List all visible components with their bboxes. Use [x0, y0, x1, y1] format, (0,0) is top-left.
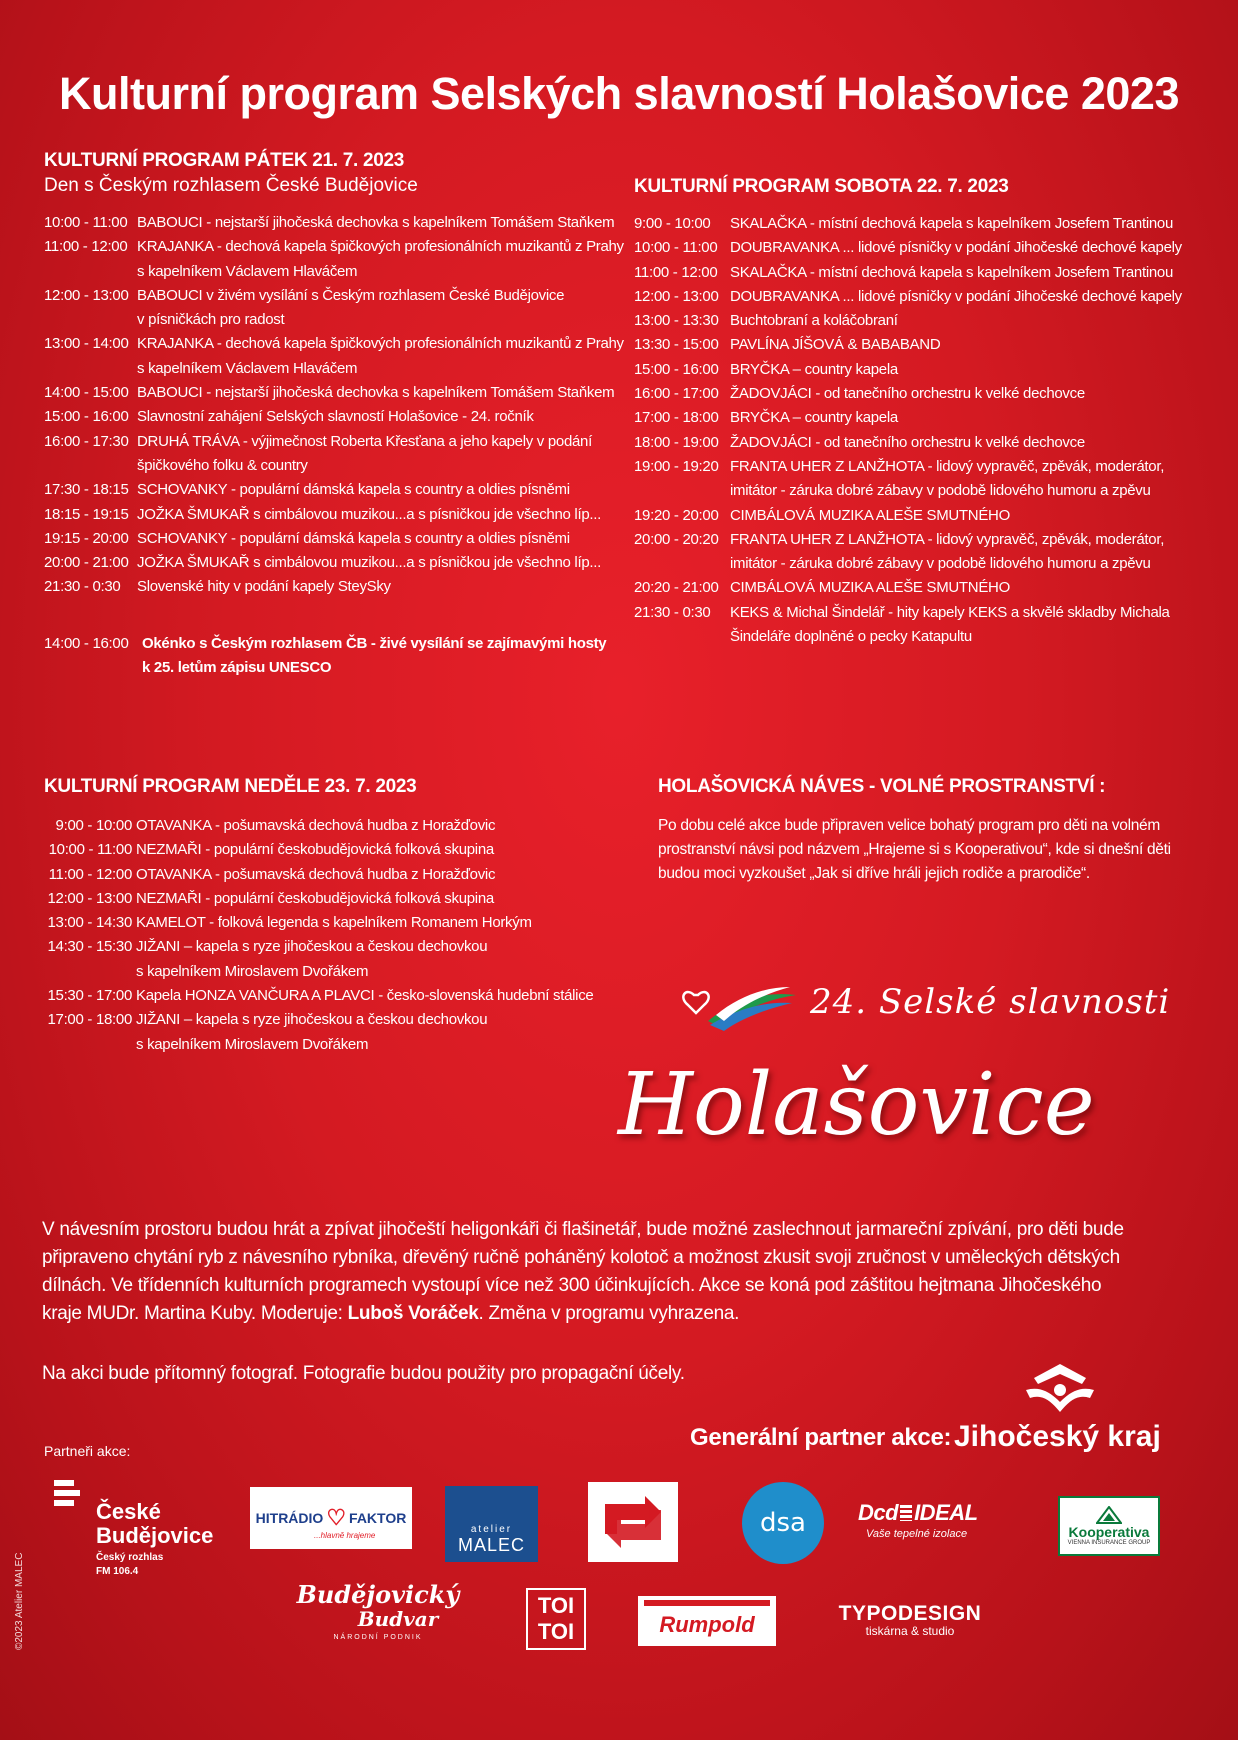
saturday-time: 10:00 - 11:00 [634, 239, 718, 257]
saturday-desc-line: KEKS & Michal Šindelář - hity kapely KEKS a skvělé skladby Michala [730, 603, 1170, 621]
bottom-line-text: kraje MUDr. Martina Kuby. Moderuje: [42, 1303, 348, 1324]
saturday-desc [730, 212, 1214, 236]
sunday-desc-line: NEZMAŘI - populární českobudějovická folková skupina [136, 841, 494, 859]
saturday-desc-line: DOUBRAVANKA ... lidové písničky v podání Jihočeské dechové kapely [730, 287, 1182, 305]
dcd-tagline: Vaše tepelné izolace [866, 1528, 968, 1540]
sunday-time: 11:00 - 12:00 [48, 865, 132, 883]
friday-desc-line: JOŽKA ŠMUKAŘ s cimbálovou muzikou...a s písničkou jde všechno líp... [137, 554, 601, 572]
dcd-text: Dcd [858, 1500, 899, 1525]
sunday-row [44, 863, 624, 887]
saturday-time: 20:20 - 21:00 [634, 579, 719, 597]
friday-special-row [44, 632, 624, 681]
friday-time: 10:00 - 11:00 [44, 214, 128, 231]
general-partner-name: Jihočeský kraj [954, 1420, 1161, 1453]
saturday-desc [730, 236, 1214, 260]
sunday-row [44, 814, 624, 838]
saturday-row [634, 455, 1214, 504]
friday-special-desc [142, 632, 624, 681]
saturday-desc-line: imitátor - záruka dobré zábavy v podobě lidového humoru a zpěvu [730, 555, 1151, 573]
saturday-time: 13:00 - 13:30 [634, 312, 719, 330]
emblem-line1: 24. Selské slavnosti [810, 982, 1171, 1022]
sunday-row [44, 887, 624, 911]
kooperativa-tagline: VIENNA INSURANCE GROUP [1067, 1540, 1151, 1546]
friday-desc [137, 235, 624, 284]
saturday-schedule [634, 212, 1214, 649]
sunday-desc-line: s kapelníkem Miroslavem Dvořákem [136, 1035, 369, 1053]
saturday-desc-line: PAVLÍNA JÍŠOVÁ & BABABAND [730, 336, 941, 354]
saturday-time: 20:00 - 20:20 [634, 530, 719, 548]
toitoi-line1: TOI [537, 1593, 575, 1618]
saturday-desc-line: Buchtobraní a koláčobraní [730, 312, 898, 330]
friday-desc-line: KRAJANKA - dechová kapela špičkových profesionálních muzikantů z Prahy [137, 335, 624, 353]
general-partner-label: Generální partner akce: [690, 1424, 952, 1451]
saturday-row [634, 504, 1214, 528]
saturday-time: 13:30 - 15:00 [634, 336, 719, 354]
sunday-desc [136, 887, 624, 911]
friday-row [44, 527, 624, 551]
saturday-time: 11:00 - 12:00 [634, 263, 718, 281]
cb-line1: České [96, 1499, 161, 1524]
saturday-time: 17:00 - 18:00 [634, 409, 719, 427]
friday-desc-line: SCHOVANKY - populární dámská kapela s country a oldies písněmi [137, 529, 570, 547]
typodesign-logo [820, 1602, 1000, 1638]
saturday-row [634, 333, 1214, 357]
toitoi-logo [526, 1588, 586, 1650]
sunday-time: 13:00 - 14:30 [47, 914, 132, 932]
budvar-line1: Budějovický [296, 1580, 460, 1609]
sunday-desc-line: NEZMAŘI - populární českobudějovická folková skupina [136, 889, 494, 907]
saturday-desc-line: BRYČKA – country kapela [730, 360, 898, 378]
friday-desc-line: JOŽKA ŠMUKAŘ s cimbálovou muzikou...a s písničkou jde všechno líp... [137, 505, 601, 523]
sunday-desc-line: s kapelníkem Miroslavem Dvořákem [136, 962, 369, 980]
friday-section [44, 150, 624, 680]
dcd-ideal-logo [858, 1500, 998, 1560]
friday-time: 18:15 - 19:15 [44, 505, 129, 523]
arrows-company-logo [588, 1482, 678, 1562]
saturday-desc-line: FRANTA UHER Z LANŽHOTA - lidový vypravěč, zpěvák, moderátor, [730, 530, 1165, 548]
sunday-desc-line: KAMELOT - folková legenda s kapelníkem Romanem Horkým [136, 914, 532, 932]
friday-desc [137, 211, 624, 235]
saturday-row [634, 406, 1214, 430]
sunday-time: 12:00 - 13:00 [47, 889, 132, 907]
heart-icon: ♡ [326, 1505, 347, 1530]
jihocesky-kraj-emblem [1020, 1358, 1100, 1424]
friday-desc-line: DRUHÁ TRÁVA - výjimečnost Roberta Křesťana a jeho kapely v podání [137, 432, 592, 450]
rozhlas-icon [52, 1478, 84, 1512]
friday-row [44, 381, 624, 405]
friday-row [44, 551, 624, 575]
sunday-desc [136, 863, 624, 887]
saturday-desc-line: imitátor - záruka dobré zábavy v podobě lidového humoru a zpěvu [730, 482, 1151, 500]
saturday-row [634, 212, 1214, 236]
friday-row [44, 430, 624, 479]
saturday-row [634, 285, 1214, 309]
friday-row [44, 211, 624, 235]
saturday-heading: KULTURNÍ PROGRAM SOBOTA 22. 7. 2023 [634, 176, 1009, 197]
friday-subheading: Den s Českým rozhlasem České Budějovice [44, 175, 418, 196]
friday-desc [137, 430, 624, 479]
saturday-time: 15:00 - 16:00 [634, 360, 719, 378]
friday-row [44, 503, 624, 527]
faktor-text: FAKTOR [349, 1510, 407, 1526]
hitradio-faktor-logo [250, 1487, 412, 1549]
friday-time: 19:15 - 20:00 [44, 529, 129, 547]
heart-swoosh-logo [680, 975, 770, 1035]
saturday-desc-line: BRYČKA – country kapela [730, 409, 898, 427]
friday-time: 16:00 - 17:30 [44, 432, 129, 450]
sunday-desc [136, 935, 624, 984]
saturday-desc [730, 431, 1214, 455]
saturday-row [634, 382, 1214, 406]
sunday-desc [136, 838, 624, 862]
saturday-desc [730, 333, 1214, 357]
copyright-text: ©2023 Atelier MALEC [14, 1552, 25, 1650]
friday-time: 15:00 - 16:00 [44, 408, 129, 426]
saturday-row [634, 261, 1214, 285]
friday-time: 13:00 - 14:00 [44, 335, 129, 353]
sunday-row [44, 838, 624, 862]
sunday-section [44, 776, 624, 1057]
kooperativa-text: Kooperativa [1068, 1524, 1150, 1540]
saturday-desc [730, 528, 1214, 577]
saturday-row [634, 528, 1214, 577]
naves-line: prostranství návsi pod názvem „Hrajeme si s Kooperativou“, kde si dnešní děti [658, 841, 1171, 858]
sunday-desc [136, 911, 624, 935]
friday-time: 14:00 - 15:00 [44, 384, 129, 402]
dsa-logo [742, 1482, 824, 1564]
friday-desc-line: SCHOVANKY - populární dámská kapela s country a oldies písněmi [137, 481, 570, 499]
friday-time: 21:30 - 0:30 [44, 578, 121, 596]
partners-label: Partneři akce: [44, 1443, 131, 1459]
emblem-line2: Holašovice [618, 1055, 1095, 1155]
saturday-row [634, 309, 1214, 333]
friday-desc-line: BABOUCI v živém vysílání s Českým rozhlasem České Budějovice [137, 286, 565, 304]
sunday-desc [136, 814, 624, 838]
naves-section [658, 776, 1218, 886]
friday-time: 17:30 - 18:15 [44, 481, 129, 499]
friday-desc-line: s kapelníkem Václavem Hlaváčem [137, 359, 358, 377]
naves-text [658, 814, 1218, 886]
saturday-desc-line: CIMBÁLOVÁ MUZIKA ALEŠE SMUTNÉHO [730, 579, 1010, 597]
saturday-desc [730, 261, 1214, 285]
friday-desc [137, 527, 624, 551]
moderator-name: Luboš Voráček [347, 1303, 479, 1324]
saturday-desc [730, 406, 1214, 430]
sunday-row [44, 1008, 624, 1057]
saturday-row [634, 358, 1214, 382]
friday-row [44, 575, 624, 599]
ceske-budejovice-rozhlas-logo [52, 1478, 232, 1588]
friday-row [44, 332, 624, 381]
kooperativa-logo [1058, 1496, 1160, 1556]
friday-row [44, 284, 624, 333]
sunday-time: 17:00 - 18:00 [47, 1011, 132, 1029]
sunday-time: 9:00 - 10:00 [55, 817, 132, 834]
saturday-time: 19:00 - 19:20 [634, 457, 719, 475]
saturday-desc-line: ŽADOVJÁCI - od tanečního orchestru k velké dechovce [730, 433, 1085, 451]
budvar-line2: Budvar [357, 1607, 439, 1631]
friday-desc [137, 575, 624, 599]
bottom-paragraph [42, 1216, 1212, 1328]
sunday-desc-line: JIŽANI – kapela s ryze jihočeskou a českou dechovkou [136, 1011, 488, 1029]
saturday-time: 19:20 - 20:00 [634, 506, 719, 524]
cb-line3: Český rozhlas [96, 1552, 164, 1563]
sunday-row [44, 984, 624, 1008]
budvar-logo [288, 1582, 468, 1652]
sunday-desc-line: OTAVANKA - pošumavská dechová hudba z Horažďovic [136, 865, 496, 883]
saturday-desc [730, 382, 1214, 406]
budvar-line3: NÁRODNÍ PODNIK [333, 1634, 423, 1641]
friday-desc-line: KRAJANKA - dechová kapela špičkových profesionálních muzikantů z Prahy [137, 238, 624, 256]
saturday-desc [730, 504, 1214, 528]
hitradio-text: HITRÁDIO [255, 1510, 324, 1526]
friday-desc-line: Slavnostní zahájení Selských slavností Holašovice - 24. ročník [137, 408, 534, 426]
saturday-row [634, 236, 1214, 260]
sunday-schedule [44, 814, 624, 1057]
saturday-row [634, 601, 1214, 650]
friday-time: 20:00 - 21:00 [44, 554, 129, 572]
saturday-time: 16:00 - 17:00 [634, 385, 719, 403]
rumpold-text: Rumpold [659, 1612, 755, 1637]
cb-line2: Budějovice [96, 1523, 214, 1548]
kooperativa-icon [1096, 1506, 1122, 1524]
friday-desc [137, 405, 624, 429]
sunday-desc-line: OTAVANKA - pošumavská dechová hudba z Horažďovic [136, 817, 496, 834]
friday-schedule [44, 211, 624, 600]
friday-time: 12:00 - 13:00 [44, 286, 129, 304]
toitoi-line2: TOI [537, 1619, 575, 1644]
friday-desc-line: s kapelníkem Václavem Hlaváčem [137, 262, 358, 280]
friday-special-desc-line: Okénko s Českým rozhlasem ČB - živé vysílání se zajímavými hosty [142, 634, 607, 652]
friday-desc [137, 381, 624, 405]
saturday-desc-line: CIMBÁLOVÁ MUZIKA ALEŠE SMUTNÉHO [730, 506, 1010, 524]
sunday-heading: KULTURNÍ PROGRAM NEDĚLE 23. 7. 2023 [44, 776, 417, 797]
saturday-desc-line: Šindeláře doplněné o pecky Katapultu [730, 628, 972, 646]
sunday-row [44, 911, 624, 935]
saturday-desc-line: FRANTA UHER Z LANŽHOTA - lidový vypravěč, zpěvák, moderátor, [730, 457, 1165, 475]
friday-desc-line: BABOUCI - nejstarší jihočeská dechovka s kapelníkem Tomášem Staňkem [137, 384, 615, 402]
saturday-desc [730, 358, 1214, 382]
sunday-time: 15:30 - 17:00 [47, 987, 132, 1005]
friday-desc [137, 284, 624, 333]
bottom-line: připraveno chytání ryb z návesního rybníka, dřevěný ručně poháněný kolotoč a možnost zkusit svoji zručnost v uměleckých dětských [42, 1247, 1120, 1268]
friday-row [44, 405, 624, 429]
naves-line: budou moci vyzkoušet „Jak si dříve hráli jejich rodiče a prarodiče“. [658, 865, 1090, 882]
friday-desc-line: špičkového folku & country [137, 456, 308, 474]
sunday-desc-line: Kapela HONZA VANČURA A PLAVCI - česko-slovenská hudební stálice [136, 987, 594, 1005]
atelier-malec-logo [445, 1486, 538, 1562]
friday-row [44, 478, 624, 502]
sunday-time: 10:00 - 11:00 [48, 841, 132, 859]
sunday-desc [136, 984, 624, 1008]
hitradio-tagline: ...hlavně hrajeme [314, 1531, 376, 1540]
friday-desc [137, 503, 624, 527]
bottom-line-text: . Změna v programu vyhrazena. [478, 1303, 740, 1324]
friday-desc [137, 551, 624, 575]
friday-desc [137, 332, 624, 381]
friday-heading: KULTURNÍ PROGRAM PÁTEK 21. 7. 2023 [44, 150, 405, 171]
saturday-desc [730, 455, 1214, 504]
saturday-desc [730, 285, 1214, 309]
friday-special-time: 14:00 - 16:00 [44, 634, 129, 652]
page-title: Kulturní program Selských slavností Holašovice 2023 [59, 68, 1179, 119]
saturday-row [634, 576, 1214, 600]
friday-special-item [44, 632, 624, 681]
friday-special-desc-line: k 25. letům zápisu UNESCO [142, 659, 332, 677]
saturday-time: 18:00 - 19:00 [634, 433, 719, 451]
friday-time: 11:00 - 12:00 [44, 238, 128, 256]
bottom-line [42, 1300, 1212, 1328]
saturday-section [634, 176, 1214, 649]
dsa-text: dsa [760, 1508, 806, 1538]
friday-desc [137, 478, 624, 502]
saturday-desc-line: ŽADOVJÁCI - od tanečního orchestru k velké dechovce [730, 385, 1085, 403]
malec-small: atelier [470, 1524, 513, 1535]
naves-line: Po dobu celé akce bude připraven velice bohatý program pro děti na volném [658, 817, 1160, 834]
saturday-desc-line: SKALAČKA - místní dechová kapela s kapelníkem Josefem Trantinou [730, 215, 1174, 232]
typodesign-text: TYPODESIGN [838, 1602, 982, 1625]
sunday-row [44, 935, 624, 984]
saturday-desc-line: SKALAČKA - místní dechová kapela s kapelníkem Josefem Trantinou [730, 263, 1174, 281]
friday-row [44, 235, 624, 284]
ideal-text: IDEAL [914, 1500, 978, 1525]
friday-desc-line: BABOUCI - nejstarší jihočeská dechovka s kapelníkem Tomášem Staňkem [137, 214, 615, 231]
saturday-desc [730, 576, 1214, 600]
bottom-line: dílnách. Ve třídenních kulturních programech vystoupí více než 300 účinkujících. Akce se koná pod záštitou hejtmana Jihočeského [42, 1275, 1102, 1296]
saturday-row [634, 431, 1214, 455]
sunday-time: 14:30 - 15:30 [47, 938, 132, 956]
saturday-desc [730, 601, 1214, 650]
saturday-time: 9:00 - 10:00 [634, 215, 711, 232]
rumpold-logo [638, 1596, 776, 1646]
saturday-desc [730, 309, 1214, 333]
saturday-time: 21:30 - 0:30 [634, 603, 711, 621]
sunday-desc-line: JIŽANI – kapela s ryze jihočeskou a českou dechovkou [136, 938, 488, 956]
saturday-time: 12:00 - 13:00 [634, 287, 719, 305]
naves-heading: HOLAŠOVICKÁ NÁVES - VOLNÉ PROSTRANSTVÍ : [658, 776, 1106, 797]
friday-desc-line: v písničkách pro radost [137, 311, 285, 329]
typodesign-tagline: tiskárna & studio [865, 1624, 955, 1638]
bottom-line: V návesním prostoru budou hrát a zpívat jihočeští heligonkáři či flašinetář, bude možné zaslechnout jarmareční zpívání, pro děti bude [42, 1219, 1124, 1240]
cb-line4: FM 106.4 [96, 1566, 139, 1577]
sunday-desc [136, 1008, 624, 1057]
malec-big: MALEC [457, 1535, 525, 1555]
friday-desc-line: Slovenské hity v podání kapely SteySky [137, 578, 391, 596]
saturday-desc-line: DOUBRAVANKA ... lidové písničky v podání Jihočeské dechové kapely [730, 239, 1182, 257]
photo-note: Na akci bude přítomný fotograf. Fotografie budou použity pro propagační účely. [42, 1363, 685, 1384]
stripe-icon [900, 1505, 912, 1521]
